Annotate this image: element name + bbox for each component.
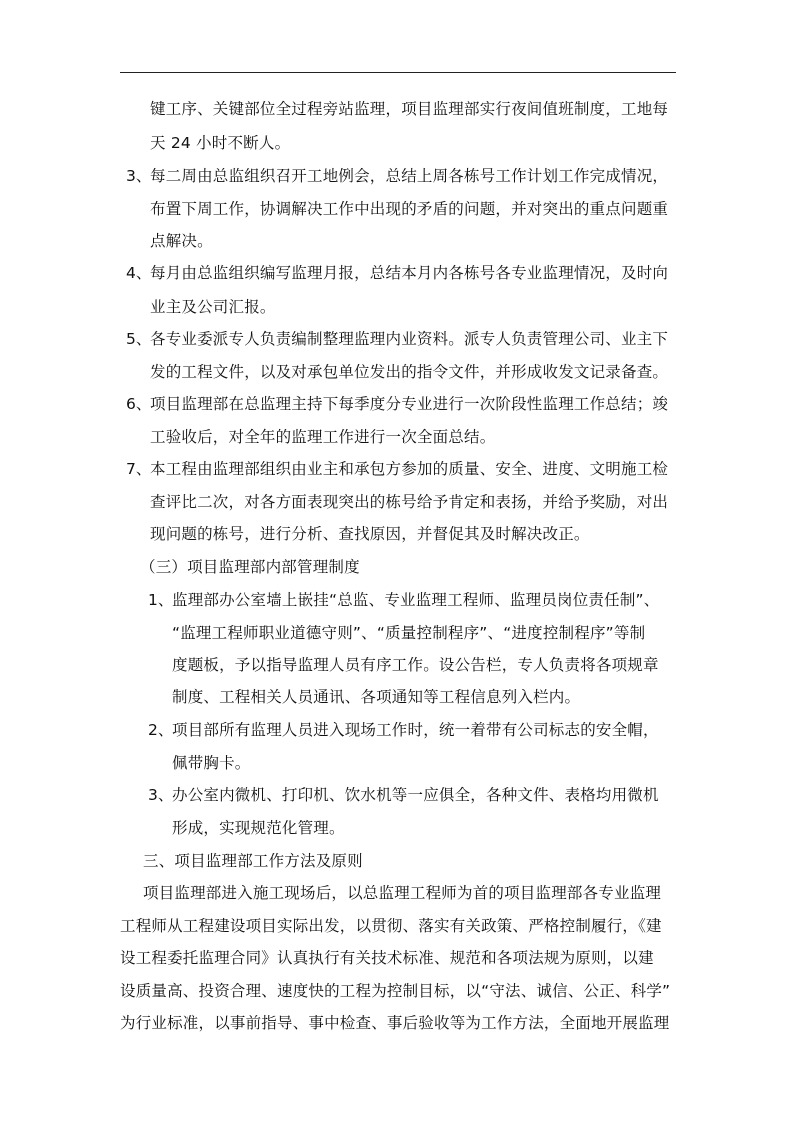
list-item-line: 业主及公司汇报。 — [150, 298, 276, 316]
list-number: 3、 — [126, 167, 152, 185]
subsection-title: （三）项目监理部内部管理制度 — [140, 558, 360, 576]
list-item-line: “监理工程师职业道德守则”、“质量控制程序”、“进度控制程序”等制 — [172, 624, 646, 642]
list-item-line: 工验收后，对全年的监理工作进行一次全面总结。 — [150, 428, 496, 446]
list-number: 3、 — [148, 786, 174, 804]
header-rule — [120, 72, 676, 73]
continuation-line: 键工序、关键部位全过程旁站监理，项目监理部实行夜间值班制度，工地每 — [150, 100, 669, 118]
list-item-line: 形成，实现规范化管理。 — [172, 819, 345, 837]
list-item-line: 点解决。 — [150, 232, 213, 250]
list-item-line: 本工程由监理部组织由业主和承包方参加的质量、安全、进度、文明施工检 — [150, 460, 669, 478]
list-item-line: 制度、工程相关人员通讯、各项通知等工程信息列入栏内。 — [172, 688, 581, 706]
list-item-line: 项目部所有监理人员进入现场工作时，统一着带有公司标志的安全帽， — [172, 721, 659, 739]
list-item-line: 布置下周工作，协调解决工作中出现的矛盾的问题，并对突出的重点问题重 — [150, 200, 669, 218]
list-item-line: 项目监理部在总监理主持下每季度分专业进行一次阶段性监理工作总结；竣 — [150, 395, 669, 413]
list-item-line: 监理部办公室墙上嵌挂“总监、专业监理工程师、监理员岗位责任制”、 — [172, 591, 660, 609]
list-number: 4、 — [126, 264, 152, 282]
continuation-line: 天 24 小时不断人。 — [150, 134, 291, 152]
paragraph-line: 设工程委托监理合同》认真执行有关技术标准、规范和各项法规为原则，以建 — [120, 949, 654, 967]
list-number: 6、 — [126, 395, 152, 413]
list-item-line: 每月由总监组织编写监理月报，总结本月内各栋号各专业监理情况，及时向 — [150, 264, 669, 282]
paragraph-line: 项目监理部进入施工现场后，以总监理工程师为首的项目监理部各专业监理 — [143, 884, 662, 902]
list-item-line: 发的工程文件，以及对承包单位发出的指令文件，并形成收发文记录备查。 — [150, 363, 669, 381]
paragraph-line: 为行业标准，以事前指导、事中检查、事后验收等为工作方法，全面地开展监理 — [120, 1014, 670, 1032]
list-number: 1、 — [148, 591, 174, 609]
list-item-line: 佩带胸卡。 — [172, 754, 251, 772]
list-item-line: 查评比二次，对各方面表现突出的栋号给予肯定和表扬，并给予奖励，对出 — [150, 493, 669, 511]
paragraph-line: 设质量高、投资合理、速度快的工程为控制目标，以“守法、诚信、公正、科学” — [120, 982, 671, 1000]
list-item-line: 各专业委派专人负责编制整理监理内业资料。派专人负责管理公司、业主下 — [150, 330, 669, 348]
list-item-line: 每二周由总监组织召开工地例会，总结上周各栋号工作计划工作完成情况， — [150, 167, 669, 185]
list-item-line: 现问题的栋号，进行分析、查找原因，并督促其及时解决改正。 — [150, 525, 590, 543]
list-number: 7、 — [126, 460, 152, 478]
paragraph-line: 工程师从工程建设项目实际出发，以贯彻、落实有关政策、严格控制履行，《建 — [120, 917, 662, 935]
list-number: 5、 — [126, 330, 152, 348]
list-item-line: 度题板，予以指导监理人员有序工作。设公告栏，专人负责将各项规章 — [172, 656, 659, 674]
list-number: 2、 — [148, 721, 174, 739]
section-title: 三、项目监理部工作方法及原则 — [143, 852, 363, 870]
list-item-line: 办公室内微机、打印机、饮水机等一应俱全，各种文件、表格均用微机 — [172, 786, 659, 804]
